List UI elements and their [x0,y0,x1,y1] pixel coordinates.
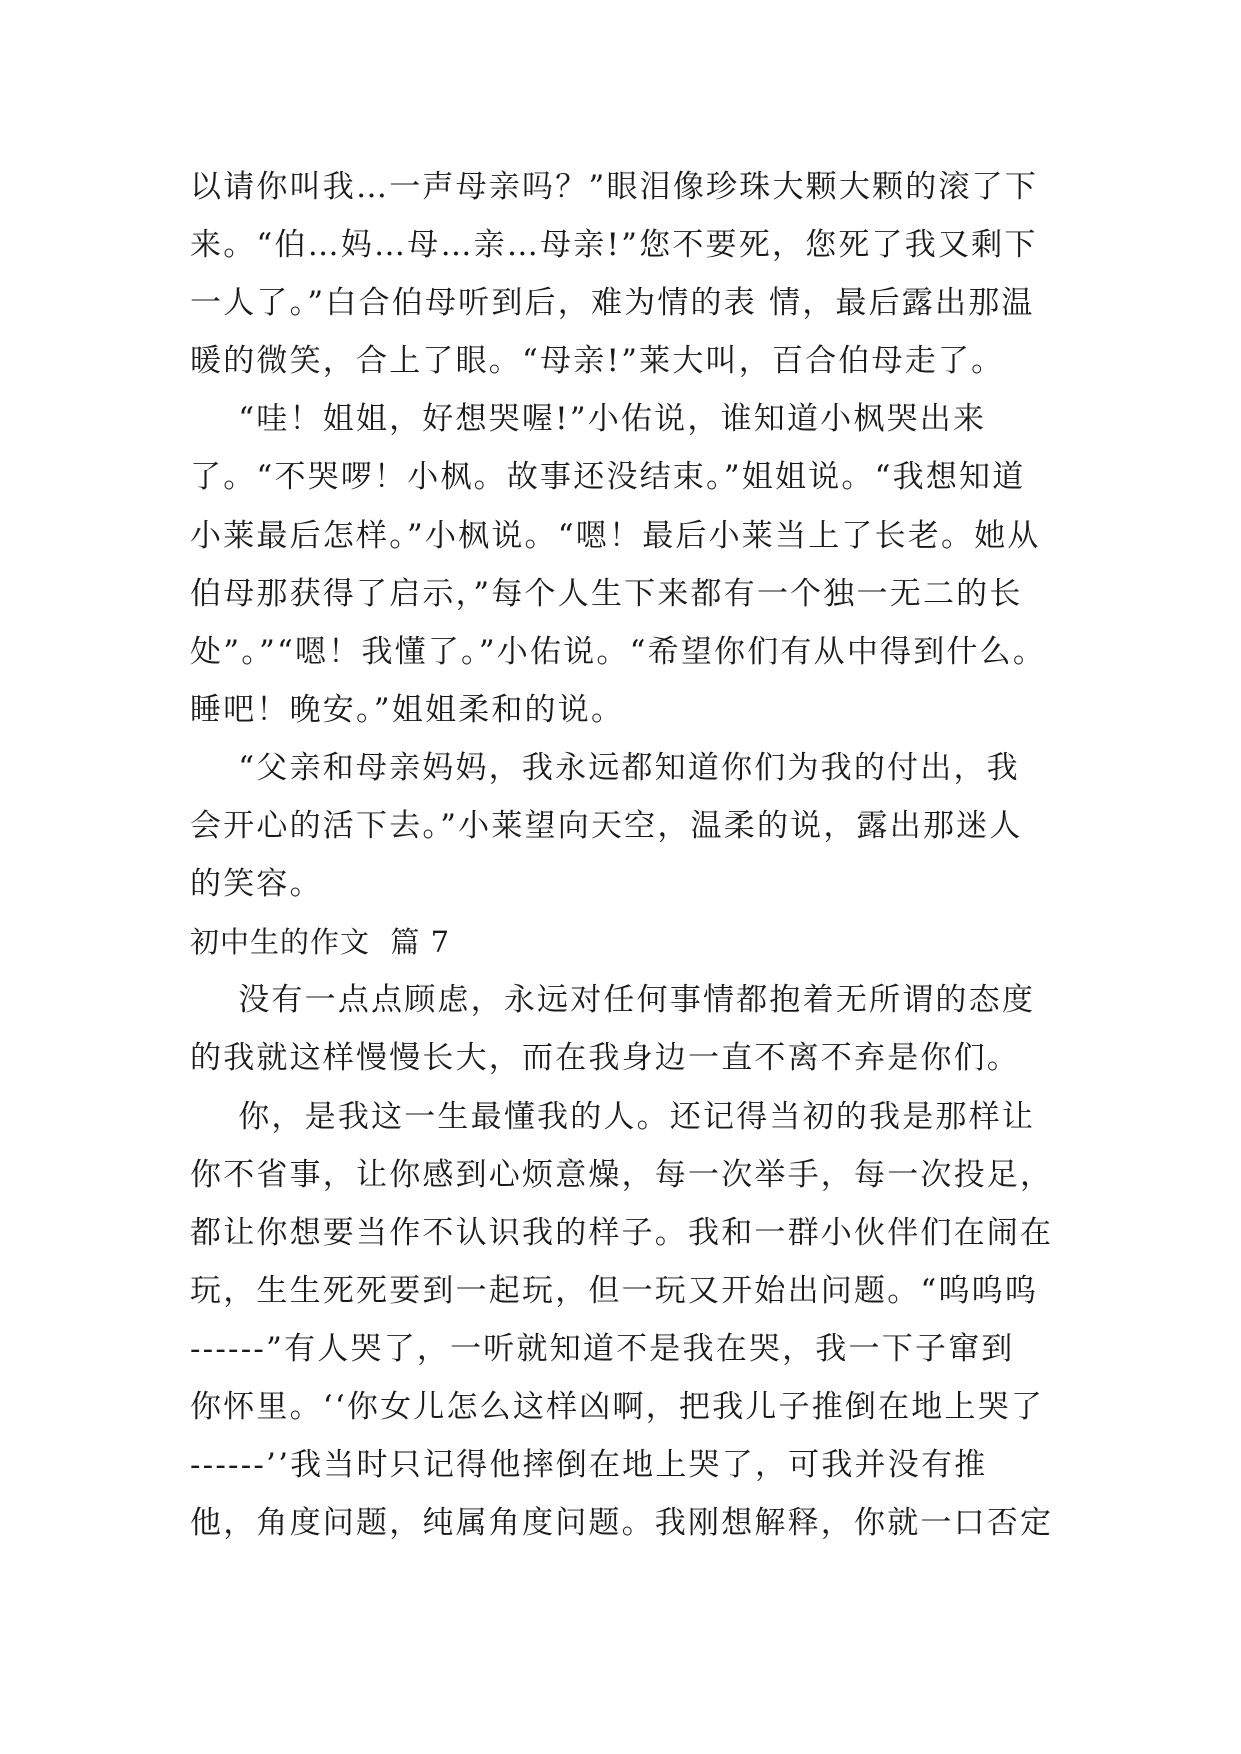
text-line: 小莱最后怎样。”小枫说。“嗯！最后小莱当上了长老。她从 [190,517,1041,554]
text-line: 暖的微笑，合上了眼。“母亲!”莱大叫，百合伯母走了。 [190,343,1005,380]
text-line: 玩，生生死死要到一起玩，但一玩又开始出问题。“呜呜呜 [190,1272,1039,1309]
text-line: 以请你叫我…一声母亲吗？”眼泪像珍珠大颗大颗的滚了下 [190,169,1039,205]
text-line: “父亲和母亲妈妈，我永远都知道你们为我的付出，我 [190,749,1020,786]
text-line: “哇！姐姐，好想哭喔!”小佑说，谁知道小枫哭出来 [190,401,987,438]
text-line: 伯母那获得了启示，”每个人生下来都有一个独一无二的长 [190,575,1023,612]
text-line: 一人了。”白合伯母听到后，难为情的表 情，最后露出那温 [190,285,1035,322]
text-line: 他，角度问题，纯属角度问题。我刚想解释，你就一口否定 [190,1505,1054,1542]
text-line: 你不省事，让你感到心烦意燥，每一次举手，每一次投足， [190,1156,1054,1193]
text-line: 会开心的活下去。”小莱望向天空，温柔的说，露出那迷人 [190,808,1023,845]
text-line: 都让你想要当作不认识我的样子。我和一群小伙伴们在闹在 [190,1214,1054,1251]
text-line: ------’’我当时只记得他摔倒在地上哭了，可我并没有推 [190,1447,988,1484]
text-line: ------”有人哭了，一听就知道不是我在哭，我一下子窜到 [190,1330,1015,1367]
text-line: 来。“伯…妈…母…亲…母亲!”您不要死，您死了我又剩下 [190,227,1038,264]
text-line: 的笑容。 [190,866,323,903]
text-line: 睡吧！晚安。”姐姐柔和的说。 [190,691,625,728]
section-heading: 初中生的作文 篇 7 [190,925,451,960]
text-line: 你怀里。‘‘你女儿怎么这样凶啊，把我儿子推倒在地上哭了 [190,1388,1045,1425]
text-line: 你，是我这一生最懂我的人。还记得当初的我是那样让 [190,1098,1036,1135]
text-line: 了。“不哭啰！小枫。故事还没结束。”姐姐说。“我想知道 [190,459,1026,496]
text-line: 没有一点点顾虑，永远对任何事情都抱着无所谓的态度 [190,982,1036,1019]
body-text [190,158,1070,1552]
text-line: 处”。”“嗯！我懂了。”小佑说。“希望你们有从中得到什么。 [190,633,1047,670]
text-line: 的我就这样慢慢长大，而在我身边一直不离不弃是你们。 [190,1040,1020,1077]
